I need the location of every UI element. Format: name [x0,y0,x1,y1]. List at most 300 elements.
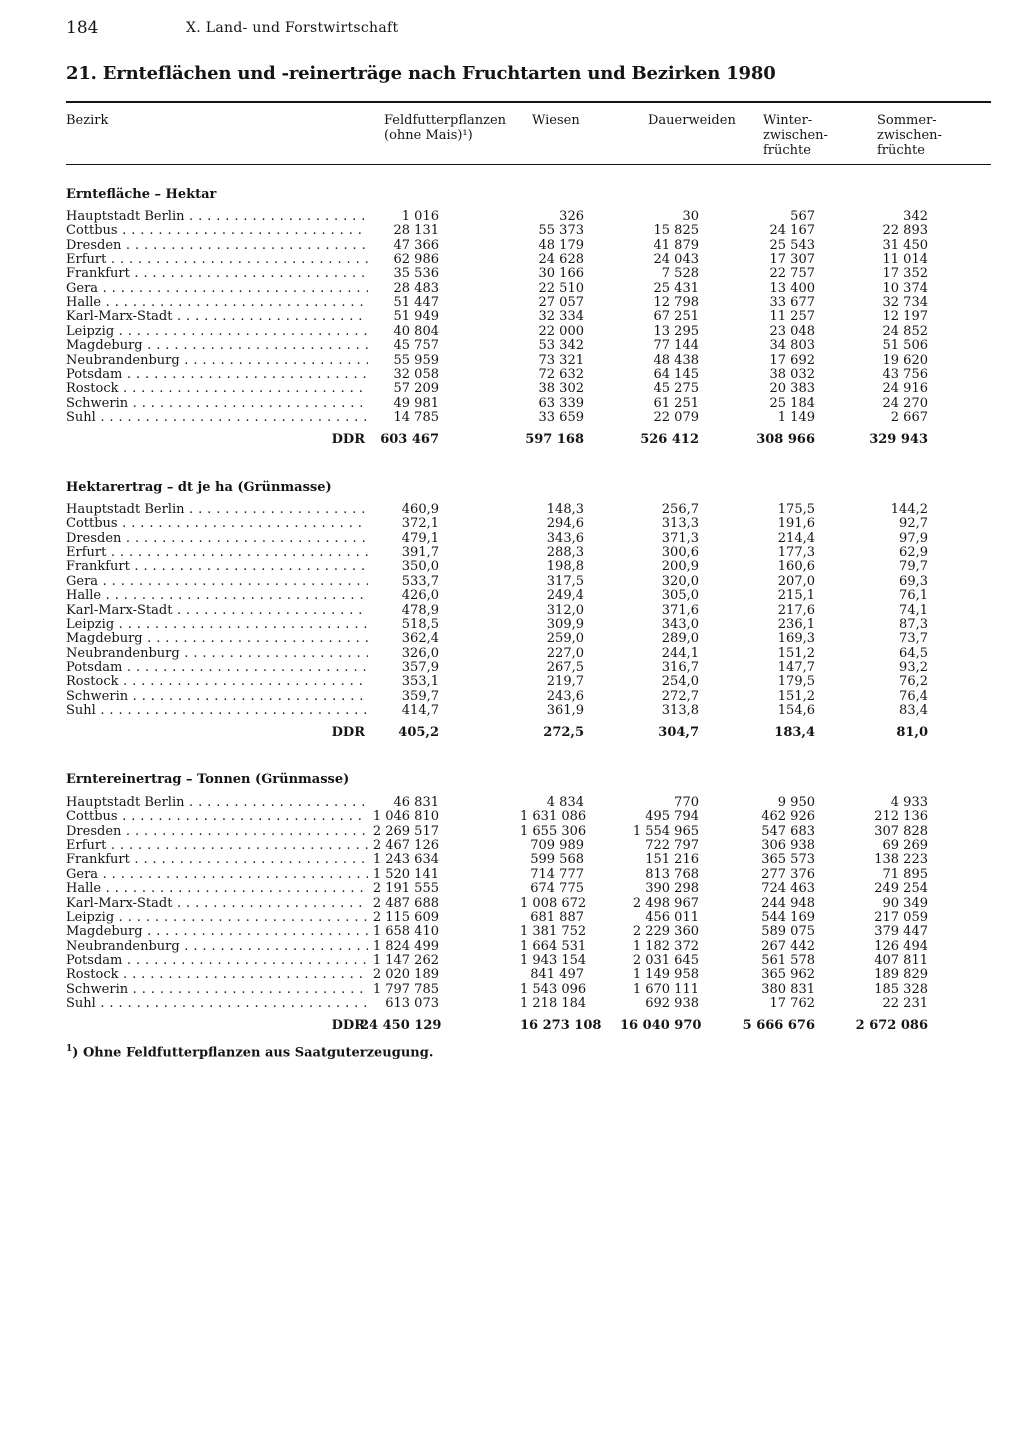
cell-winterzwischenfruechte: 191,6 [777,516,815,532]
cell-winterzwischenfruechte: 147,7 [777,659,815,675]
cell-feldfutterpflanzen: 28 131 [393,223,439,239]
total-label: DDR [331,431,365,447]
cell-feldfutterpflanzen: 518,5 [401,616,439,632]
table-row [0,825,1024,839]
cell-feldfutterpflanzen: 1 658 410 [372,924,439,940]
cell-dauerweiden: 770 [674,795,699,810]
cell-sommerzwischenfruechte: 307 828 [874,823,928,839]
bezirk-name: Rostock . . . [66,382,368,396]
cell-sommerzwischenfruechte: 51 506 [882,338,928,354]
bezirk-name: Erfurt . . . [66,253,368,267]
bezirk-name: Gera . . . [66,575,368,589]
cell-wiesen: 309,9 [546,616,584,632]
cell-winterzwischenfruechte: 17 307 [769,252,815,268]
table-row [0,868,1024,882]
bezirk-name: Karl-Marx-Stadt . . . [66,604,368,618]
cell-feldfutterpflanzen: 414,7 [401,702,439,718]
cell-dauerweiden: 272,7 [661,688,699,704]
bezirk-name: Halle . . . [66,589,368,603]
table-row [0,983,1024,997]
cell-sommerzwischenfruechte: 217 059 [874,909,928,925]
cell-dauerweiden: 48 438 [653,352,699,368]
bezirk-name: Halle . . . [66,882,368,896]
cell-dauerweiden: 300,6 [661,545,699,560]
bezirk-name: Schwerin . . . [66,690,368,704]
table-header-rule [66,164,991,165]
section-title: Erntefläche – Hektar [66,187,217,202]
table-row [0,224,1024,238]
table-row [0,210,1024,224]
bezirk-name: Schwerin . . . [66,983,368,997]
table-row [0,253,1024,267]
cell-feldfutterpflanzen: 1 824 499 [372,938,439,954]
cell-winterzwischenfruechte: 207,0 [777,573,815,589]
cell-wiesen: 714 777 [530,866,584,882]
cell-sommerzwischenfruechte: 138 223 [874,852,928,868]
cell-winterzwischenfruechte: 277 376 [761,866,815,882]
cell-feldfutterpflanzen: 2 487 688 [372,895,439,911]
cell-dauerweiden: 22 079 [653,409,699,425]
table-row [0,589,1024,603]
bezirk-name: Cottbus . . . [66,810,368,824]
bezirk-name: Dresden . . . [66,532,368,546]
bezirk-name: Rostock . . . [66,968,368,982]
cell-dauerweiden: 67 251 [653,309,699,325]
cell-wiesen: 22 000 [538,323,584,339]
cell-wiesen: 38 302 [538,381,584,397]
cell-wiesen: 361,9 [546,702,584,718]
cell-sommerzwischenfruechte: 212 136 [874,809,928,825]
bezirk-name: Hauptstadt Berlin . . . [66,796,368,810]
table-row [0,382,1024,396]
cell-feldfutterpflanzen: 1 520 141 [372,866,439,882]
cell-dauerweiden: 456 011 [645,909,699,925]
cell-wiesen: 73 321 [538,352,584,368]
cell-winterzwischenfruechte: 13 400 [769,280,815,296]
table-row [0,354,1024,368]
column-header-sommerzwischenfruechte: Sommer- zwischen- früchte [877,113,942,158]
cell-dauerweiden: 343,0 [661,616,699,632]
cell-wiesen: 294,6 [546,516,584,532]
table-row [0,897,1024,911]
cell-wiesen: 1 543 096 [520,981,587,997]
cell-dauerweiden: 2 229 360 [632,924,699,940]
table-row [0,296,1024,310]
table-row [0,925,1024,939]
cell-wiesen: 1 943 154 [520,952,587,968]
cell-winterzwischenfruechte: 215,1 [777,588,815,604]
cell-wiesen: 1 631 086 [520,809,587,825]
cell-winterzwischenfruechte: 217,6 [777,602,815,618]
cell-dauerweiden: 77 144 [653,338,699,354]
table-row [0,339,1024,353]
cell-winterzwischenfruechte: 267 442 [761,938,815,954]
cell-feldfutterpflanzen: 460,9 [401,502,439,517]
bezirk-name: Suhl . . . [66,704,368,718]
cell-winterzwischenfruechte: 34 803 [769,338,815,354]
bezirk-name: Leipzig . . . [66,911,368,925]
cell-dauerweiden: 1 149 958 [632,967,699,983]
cell-winterzwischenfruechte: 177,3 [777,545,815,560]
cell-sommerzwischenfruechte: 342 [903,209,928,224]
total-cell-feldfutterpflanzen: 405,2 [398,724,439,740]
section-title: Hektarertrag – dt je ha (Grünmasse) [66,480,332,495]
cell-sommerzwischenfruechte: 2 667 [890,409,928,425]
cell-dauerweiden: 2 498 967 [632,895,699,911]
cell-feldfutterpflanzen: 372,1 [401,516,439,532]
cell-winterzwischenfruechte: 380 831 [761,981,815,997]
cell-feldfutterpflanzen: 32 058 [393,366,439,382]
cell-dauerweiden: 313,3 [661,516,699,532]
cell-feldfutterpflanzen: 426,0 [401,588,439,604]
cell-sommerzwischenfruechte: 144,2 [890,502,928,517]
cell-dauerweiden: 371,3 [661,530,699,546]
column-header-bezirk: Bezirk [66,113,109,128]
cell-sommerzwischenfruechte: 12 197 [882,309,928,325]
cell-feldfutterpflanzen: 1 243 634 [372,852,439,868]
total-cell-wiesen: 597 168 [525,431,584,447]
bezirk-name: Neubrandenburg . . . [66,940,368,954]
cell-wiesen: 72 632 [538,366,584,382]
cell-winterzwischenfruechte: 160,6 [777,559,815,575]
bezirk-name: Leipzig . . . [66,325,368,339]
table-row [0,546,1024,560]
cell-wiesen: 1 218 184 [520,995,587,1011]
bezirk-name: Neubrandenburg . . . [66,647,368,661]
table-row [0,325,1024,339]
cell-feldfutterpflanzen: 478,9 [401,602,439,618]
cell-winterzwischenfruechte: 175,5 [777,502,815,517]
cell-dauerweiden: 12 798 [653,295,699,311]
table-row [0,397,1024,411]
cell-wiesen: 24 628 [538,252,584,268]
cell-feldfutterpflanzen: 326,0 [401,645,439,661]
cell-dauerweiden: 305,0 [661,588,699,604]
cell-sommerzwischenfruechte: 407 811 [874,952,928,968]
column-header-wiesen: Wiesen [532,113,580,128]
bezirk-name: Magdeburg . . . [66,339,368,353]
cell-feldfutterpflanzen: 35 536 [393,266,439,282]
table-row [0,675,1024,689]
table-row [0,853,1024,867]
cell-wiesen: 326 [559,209,584,224]
cell-winterzwischenfruechte: 11 257 [769,309,815,325]
cell-sommerzwischenfruechte: 22 231 [882,995,928,1011]
table-title: 21. Ernteflächen und -reinerträge nach Fruchtarten und Bezirken 1980 [66,63,776,84]
total-row [0,726,1024,740]
cell-wiesen: 227,0 [546,645,584,661]
table-row [0,517,1024,531]
cell-wiesen: 709 989 [530,838,584,853]
cell-dauerweiden: 254,0 [661,674,699,690]
cell-dauerweiden: 2 031 645 [632,952,699,968]
column-header-feldfutterpflanzen: Feldfutterpflanzen (ohne Mais)¹) [384,113,507,143]
cell-dauerweiden: 313,8 [661,702,699,718]
bezirk-name: Frankfurt . . . [66,853,368,867]
cell-wiesen: 681 887 [530,909,584,925]
cell-wiesen: 1 664 531 [520,938,587,954]
cell-wiesen: 841 497 [530,967,584,983]
cell-sommerzwischenfruechte: 92,7 [899,516,928,532]
cell-sommerzwischenfruechte: 73,7 [899,631,928,647]
table-row [0,282,1024,296]
table-row [0,267,1024,281]
cell-wiesen: 33 659 [538,409,584,425]
cell-feldfutterpflanzen: 14 785 [393,409,439,425]
cell-sommerzwischenfruechte: 62,9 [899,545,928,560]
cell-feldfutterpflanzen: 533,7 [401,573,439,589]
cell-wiesen: 599 568 [530,852,584,868]
cell-feldfutterpflanzen: 1 016 [401,209,439,224]
cell-winterzwischenfruechte: 306 938 [761,838,815,853]
cell-dauerweiden: 692 938 [645,995,699,1011]
cell-winterzwischenfruechte: 20 383 [769,381,815,397]
table-row [0,997,1024,1011]
cell-wiesen: 249,4 [546,588,584,604]
table-row [0,810,1024,824]
cell-feldfutterpflanzen: 51 949 [393,309,439,325]
bezirk-name: Schwerin . . . [66,397,368,411]
cell-sommerzwischenfruechte: 76,1 [899,588,928,604]
cell-wiesen: 312,0 [546,602,584,618]
total-cell-wiesen: 272,5 [543,724,584,740]
cell-sommerzwischenfruechte: 43 756 [882,366,928,382]
cell-dauerweiden: 495 794 [645,809,699,825]
total-row [0,1019,1024,1033]
cell-wiesen: 288,3 [546,545,584,560]
cell-winterzwischenfruechte: 462 926 [761,809,815,825]
cell-sommerzwischenfruechte: 90 349 [882,895,928,911]
cell-winterzwischenfruechte: 365 962 [761,967,815,983]
table-row [0,532,1024,546]
cell-dauerweiden: 1 554 965 [632,823,699,839]
cell-feldfutterpflanzen: 391,7 [401,545,439,560]
total-cell-feldfutterpflanzen: 24 450 129 [360,1017,442,1033]
cell-sommerzwischenfruechte: 76,2 [899,674,928,690]
cell-dauerweiden: 289,0 [661,631,699,647]
cell-wiesen: 1 008 672 [520,895,587,911]
table-row [0,575,1024,589]
total-label: DDR [331,724,365,740]
cell-winterzwischenfruechte: 17 762 [769,995,815,1011]
cell-winterzwischenfruechte: 23 048 [769,323,815,339]
bezirk-name: Karl-Marx-Stadt . . . [66,310,368,324]
total-cell-sommerzwischenfruechte: 329 943 [869,431,928,447]
cell-feldfutterpflanzen: 62 986 [393,252,439,268]
cell-feldfutterpflanzen: 362,4 [401,631,439,647]
cell-feldfutterpflanzen: 2 191 555 [372,881,439,897]
bezirk-name: Cottbus . . . [66,517,368,531]
cell-sommerzwischenfruechte: 69,3 [899,573,928,589]
page-number: 184 [66,18,99,38]
cell-dauerweiden: 13 295 [653,323,699,339]
cell-sommerzwischenfruechte: 24 270 [882,395,928,411]
table-row [0,911,1024,925]
table-row [0,882,1024,896]
bezirk-name: Suhl . . . [66,997,368,1011]
cell-feldfutterpflanzen: 2 115 609 [372,909,439,925]
bezirk-name: Gera . . . [66,282,368,296]
total-cell-dauerweiden: 16 040 970 [620,1017,702,1033]
table-row [0,368,1024,382]
cell-winterzwischenfruechte: 544 169 [761,909,815,925]
cell-winterzwischenfruechte: 567 [790,209,815,224]
bezirk-name: Dresden . . . [66,825,368,839]
total-cell-sommerzwischenfruechte: 2 672 086 [855,1017,928,1033]
total-row [0,433,1024,447]
running-head: X. Land- und Forstwirtschaft [186,20,399,36]
cell-dauerweiden: 1 182 372 [632,938,699,954]
cell-dauerweiden: 64 145 [653,366,699,382]
bezirk-name: Hauptstadt Berlin . . . [66,503,368,517]
bezirk-name: Frankfurt . . . [66,267,368,281]
cell-wiesen: 198,8 [546,559,584,575]
cell-dauerweiden: 61 251 [653,395,699,411]
cell-feldfutterpflanzen: 2 020 189 [372,967,439,983]
cell-wiesen: 63 339 [538,395,584,411]
cell-sommerzwischenfruechte: 31 450 [882,237,928,253]
cell-wiesen: 48 179 [538,237,584,253]
bezirk-name: Cottbus . . . [66,224,368,238]
cell-feldfutterpflanzen: 55 959 [393,352,439,368]
cell-sommerzwischenfruechte: 64,5 [899,645,928,661]
cell-dauerweiden: 7 528 [661,266,699,282]
cell-winterzwischenfruechte: 236,1 [777,616,815,632]
cell-winterzwischenfruechte: 17 692 [769,352,815,368]
cell-winterzwischenfruechte: 38 032 [769,366,815,382]
table-row [0,239,1024,253]
cell-dauerweiden: 25 431 [653,280,699,296]
cell-wiesen: 32 334 [538,309,584,325]
bezirk-name: Potsdam . . . [66,954,368,968]
cell-sommerzwischenfruechte: 76,4 [899,688,928,704]
total-cell-dauerweiden: 304,7 [658,724,699,740]
total-cell-feldfutterpflanzen: 603 467 [380,431,439,447]
cell-feldfutterpflanzen: 47 366 [393,237,439,253]
cell-winterzwischenfruechte: 9 950 [777,795,815,810]
table-row [0,632,1024,646]
cell-feldfutterpflanzen: 45 757 [393,338,439,354]
cell-wiesen: 55 373 [538,223,584,239]
cell-dauerweiden: 24 043 [653,252,699,268]
cell-winterzwischenfruechte: 179,5 [777,674,815,690]
total-cell-winterzwischenfruechte: 183,4 [774,724,815,740]
cell-dauerweiden: 256,7 [661,502,699,517]
cell-feldfutterpflanzen: 1 797 785 [372,981,439,997]
cell-winterzwischenfruechte: 365 573 [761,852,815,868]
cell-feldfutterpflanzen: 28 483 [393,280,439,296]
cell-feldfutterpflanzen: 2 467 126 [372,838,439,853]
cell-wiesen: 1 655 306 [520,823,587,839]
cell-sommerzwischenfruechte: 97,9 [899,530,928,546]
column-header-winterzwischenfruechte: Winter- zwischen- früchte [763,113,828,158]
cell-wiesen: 243,6 [546,688,584,704]
table-row [0,618,1024,632]
footnote [66,1044,433,1060]
cell-wiesen: 267,5 [546,659,584,675]
cell-feldfutterpflanzen: 51 447 [393,295,439,311]
cell-feldfutterpflanzen: 357,9 [401,659,439,675]
cell-winterzwischenfruechte: 151,2 [777,688,815,704]
cell-wiesen: 1 381 752 [520,924,587,940]
table-row [0,647,1024,661]
total-cell-winterzwischenfruechte: 5 666 676 [742,1017,815,1033]
cell-feldfutterpflanzen: 40 804 [393,323,439,339]
table-row [0,503,1024,517]
footnote-marker: 1 [66,1044,73,1054]
cell-feldfutterpflanzen: 350,0 [401,559,439,575]
cell-sommerzwischenfruechte: 249 254 [874,881,928,897]
footnote-text: ) Ohne Feldfutterpflanzen aus Saatguterzeugung. [72,1045,434,1061]
cell-feldfutterpflanzen: 46 831 [393,795,439,810]
bezirk-name: Potsdam . . . [66,368,368,382]
cell-winterzwischenfruechte: 547 683 [761,823,815,839]
cell-feldfutterpflanzen: 57 209 [393,381,439,397]
column-header-dauerweiden: Dauerweiden [648,113,736,128]
cell-wiesen: 219,7 [546,674,584,690]
cell-feldfutterpflanzen: 49 981 [393,395,439,411]
cell-dauerweiden: 30 [682,209,699,224]
bezirk-name: Gera . . . [66,868,368,882]
cell-sommerzwischenfruechte: 79,7 [899,559,928,575]
cell-feldfutterpflanzen: 1 046 810 [372,809,439,825]
cell-sommerzwischenfruechte: 93,2 [899,659,928,675]
table-row [0,796,1024,810]
cell-dauerweiden: 45 275 [653,381,699,397]
bezirk-name: Dresden . . . [66,239,368,253]
bezirk-name: Suhl . . . [66,411,368,425]
table-row [0,968,1024,982]
cell-wiesen: 27 057 [538,295,584,311]
cell-winterzwischenfruechte: 589 075 [761,924,815,940]
bezirk-name: Erfurt . . . [66,839,368,853]
bezirk-name: Karl-Marx-Stadt . . . [66,897,368,911]
cell-sommerzwischenfruechte: 10 374 [882,280,928,296]
cell-dauerweiden: 316,7 [661,659,699,675]
cell-feldfutterpflanzen: 479,1 [401,530,439,546]
bezirk-name: Frankfurt . . . [66,560,368,574]
cell-winterzwischenfruechte: 151,2 [777,645,815,661]
table-row [0,839,1024,853]
table-top-rule [66,101,991,103]
cell-sommerzwischenfruechte: 17 352 [882,266,928,282]
cell-wiesen: 674 775 [530,881,584,897]
cell-feldfutterpflanzen: 613 073 [385,995,439,1011]
cell-dauerweiden: 320,0 [661,573,699,589]
cell-dauerweiden: 813 768 [645,866,699,882]
cell-winterzwischenfruechte: 33 677 [769,295,815,311]
table-row [0,690,1024,704]
bezirk-name: Potsdam . . . [66,661,368,675]
table-row [0,661,1024,675]
bezirk-name: Rostock . . . [66,675,368,689]
cell-wiesen: 259,0 [546,631,584,647]
cell-feldfutterpflanzen: 353,1 [401,674,439,690]
cell-sommerzwischenfruechte: 185 328 [874,981,928,997]
total-label: DDR [331,1017,365,1033]
table-row [0,704,1024,718]
cell-sommerzwischenfruechte: 189 829 [874,967,928,983]
cell-dauerweiden: 244,1 [661,645,699,661]
total-cell-wiesen: 16 273 108 [520,1017,602,1033]
cell-feldfutterpflanzen: 359,7 [401,688,439,704]
cell-dauerweiden: 722 797 [645,838,699,853]
cell-winterzwischenfruechte: 724 463 [761,881,815,897]
cell-wiesen: 148,3 [546,502,584,517]
bezirk-name: Leipzig . . . [66,618,368,632]
bezirk-name: Erfurt . . . [66,546,368,560]
cell-sommerzwischenfruechte: 69 269 [882,838,928,853]
